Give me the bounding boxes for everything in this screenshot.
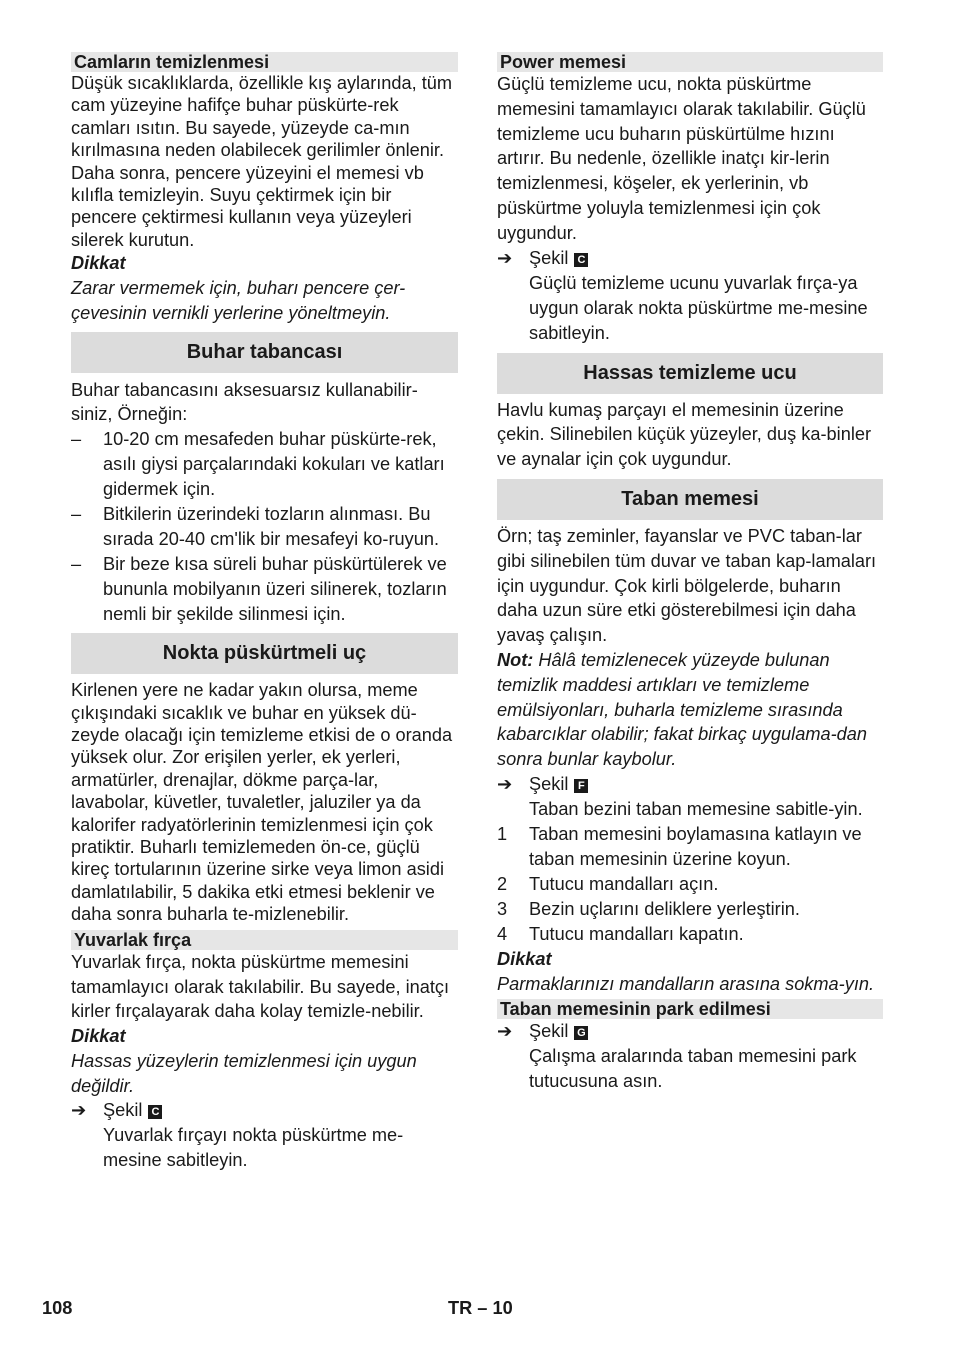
instruction: Taban bezini taban memesine sabitle-yin. — [529, 798, 863, 819]
taban-paragraph: Örn; taş zeminler, fayanslar ve PVC taban-lar gibi silinebilen tüm duvar ve taban kap-lamaları için uygundur. Çok kirli bölgelerde, buharın daha uzun süre etki gösterebilmesi için daha yavaş çalışın. — [497, 525, 877, 646]
arrow-right-icon: ➔ — [497, 773, 513, 794]
figure-reference: ➔ Şekil C — [71, 1098, 458, 1123]
list-item: 1 Taban memesini boylamasına katlayın ve taban memesinin üzerine koyun. — [497, 823, 862, 869]
figure-reference: ➔ Şekil C — [497, 246, 883, 271]
list-item: 3 Bezin uçlarını deliklere yerleştirin. — [497, 898, 800, 919]
camlar-paragraph-2: Daha sonra, pencere yüzeyini el memesi vb kılıfla temizleyin. Suyu çektirmek için bir pencere çektirmesi kullanın veya yüzeyleri silerek kurutun. — [71, 162, 424, 250]
figure-reference: ➔ Şekil F — [497, 772, 883, 797]
caution-label: Dikkat — [71, 1026, 126, 1047]
language-page-label: TR – 10 — [448, 1298, 513, 1318]
section-heading-yuvarlak: Yuvarlak fırça — [71, 930, 458, 950]
list-item: – Bitkilerin üzerindeki tozların alınması. Bu sırada 20-40 cm'lik bir mesafeyi ko-ruyun. — [71, 504, 440, 550]
power-paragraph: Güçlü temizleme ucu, nokta püskürtme memesini tamamlayıcı olarak takılabilir. Güçlü temizleme ucu buharın püskürtülme hızını artırır. Bu nedenle, özellikle inatçı kir-lerin temizlenmesi, köşeler, ek yerlerinin, vb püskürtme yoluyla temizlenmesi için çok uygundur. — [497, 74, 866, 243]
instruction: Yuvarlak fırçayı nokta püskürtme me-mesine sabitleyin. — [103, 1125, 404, 1171]
figure-letter-badge: F — [574, 779, 588, 793]
buhar-intro: Buhar tabancasını aksesuarsız kullanabilir-siniz, Örneğin: — [71, 379, 418, 425]
section-heading-hassas: Hassas temizleme ucu — [497, 353, 883, 394]
caution-text: Zarar vermemek için, buharı pencere çer-çevesinin vernikli yerlerine yöneltmeyin. — [71, 278, 406, 323]
taban-steps — [497, 822, 883, 947]
list-item: – Bir beze kısa süreli buhar püskürtülerek ve bununla mobilyanın üzeri silinerek, tozların nemli bir şekilde silinmesi için. — [71, 554, 447, 625]
list-item: 4 Tutucu mandalları kapatın. — [497, 923, 744, 944]
left-column — [71, 52, 458, 1173]
list-item: – 10-20 cm mesafeden buhar püskürte-rek, asılı giysi parçalarındaki kokuları ve katları gidermek için. — [71, 429, 445, 500]
arrow-right-icon: ➔ — [497, 1020, 513, 1041]
caution-text: Parmaklarınızı mandalların arasına sokma-yın. — [497, 973, 875, 994]
arrow-right-icon: ➔ — [497, 247, 513, 268]
camlar-paragraph-1: Düşük sıcaklıklarda, özellikle kış aylarında, tüm cam yüzeyine hafifçe buhar püskürte-rek camları ısıtın. Bu sayede, yüzeyde ca-mın kırılmasına neden olabilecek gerilimler önlenir. — [71, 73, 453, 161]
section-heading-camlar: Camların temizlenmesi — [71, 52, 458, 72]
instruction: Çalışma aralarında taban memesini park tutucusuna asın. — [529, 1045, 857, 1091]
list-item: 2 Tutucu mandalları açın. — [497, 873, 719, 894]
section-heading-nokta: Nokta püskürtmeli uç — [71, 633, 458, 674]
instruction: Güçlü temizleme ucunu yuvarlak fırça-ya uygun olarak nokta püskürtme me-mesine sabitleyin. — [529, 272, 868, 343]
caution-label: Dikkat — [497, 948, 552, 969]
caution-text: Hassas yüzeylerin temizlenmesi için uygun değildir. — [71, 1050, 417, 1096]
caution-label: Dikkat — [71, 253, 126, 274]
page-number: 108 — [42, 1298, 73, 1318]
nokta-paragraph: Kirlenen yere ne kadar yakın olursa, meme çıkışındaki sıcaklık ve buhar en yüksek dü-zeyde olacağı için temizleme etkisi de o oranda yüksek olur. Zor erişilen yerler, ek yerleri, armatürler, drenajlar, dökme parça-lar, lavabolar, küvetler, tuvaletler, jaluziler ya da kalorifer radyatörlerinin temizlenmesi için çok pratiktir. Buharlı temizlemeden ön-ce, güçlü kireç tortularının üzerine sirke veya limon asidi damlatılabilir, 5 dakika etki etmesi beklenir ve daha sonra buharla te-mizlenebilir. — [71, 680, 453, 925]
section-heading-park: Taban memesinin park edilmesi — [497, 999, 883, 1019]
section-heading-buhar: Buhar tabancası — [71, 332, 458, 373]
figure-reference: ➔ Şekil G — [497, 1019, 883, 1044]
figure-letter-badge: C — [574, 253, 588, 267]
yuvarlak-paragraph: Yuvarlak fırça, nokta püskürtme memesini tamamlayıcı olarak takılabilir. Bu sayede, inatçı kirler fırçalayarak daha kolay temizle-nebilir. — [71, 951, 450, 1022]
figure-letter-badge: G — [574, 1026, 588, 1040]
hassas-paragraph: Havlu kumaş parçayı el memesinin üzerine çekin. Silinebilen küçük yüzeyler, duş ka-binler ve aynalar için çok uygundur. — [497, 399, 872, 470]
section-heading-taban: Taban memesi — [497, 479, 883, 520]
right-column — [497, 52, 883, 1094]
buhar-list — [71, 427, 458, 627]
arrow-right-icon: ➔ — [71, 1100, 87, 1121]
note-label: Not: — [497, 649, 534, 670]
figure-letter-badge: C — [148, 1105, 162, 1119]
note: Not: Hâlâ temizlenecek yüzeyde bulunan temizlik maddesi artıkları ve temizleme emülsiyonları, buharla temizleme sırasında kabarcıklar olabilir; fakat birkaç uygulama-dan sonra bunlar kaybolur. — [497, 649, 867, 770]
section-heading-power: Power memesi — [497, 52, 883, 72]
